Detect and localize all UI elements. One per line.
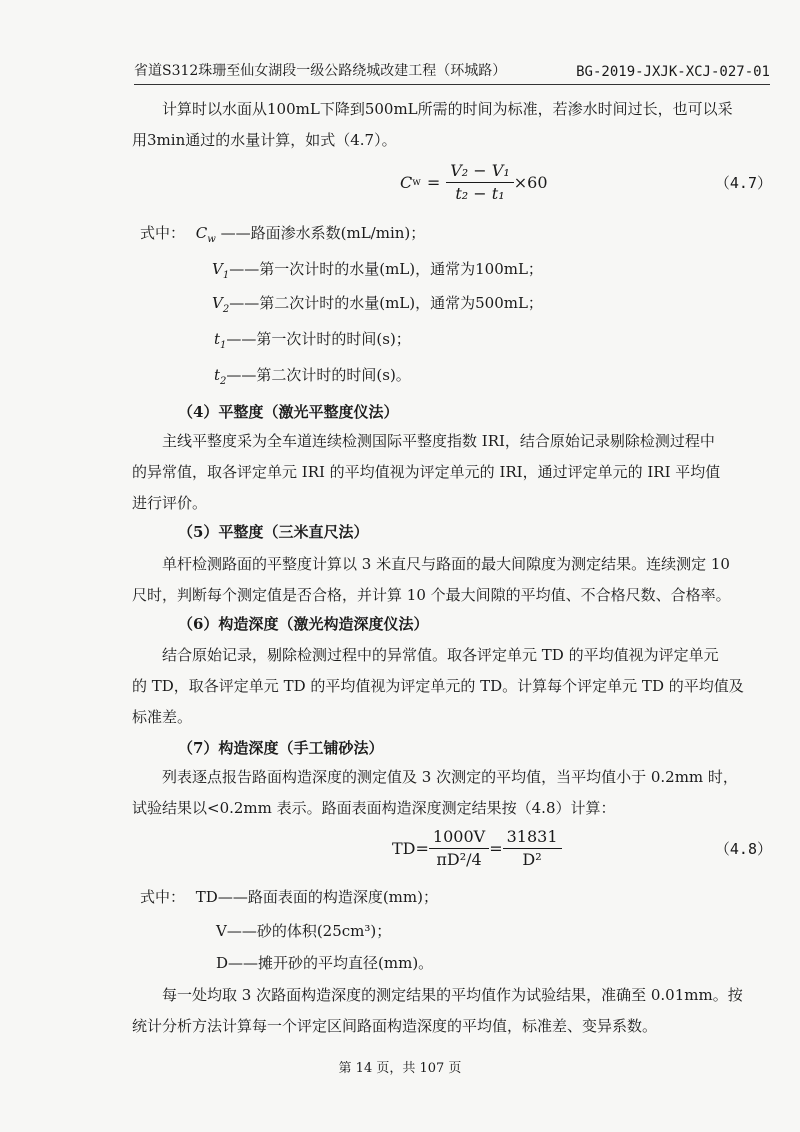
heading-5-flatness-straightedge: （5）平整度（三米直尺法）: [178, 523, 369, 541]
page-header: [134, 52, 770, 85]
paragraph-texture-result: 每一处均取 3 次路面构造深度的测定结果的平均值作为试验结果，准确至 0.01mm。按 统计分析方法计算每一个评定区间路面构造深度的平均值，标准差、变异系数。: [132, 986, 743, 1035]
header-report-code: BG-2019-JXJK-XCJ-027-01: [576, 64, 770, 80]
definition-d: D——摊开砂的平均直径(mm)。: [216, 954, 434, 972]
equation-4-7: [132, 156, 772, 216]
definition-td: 式中： TD——路面表面的构造深度(mm)；: [140, 888, 438, 906]
page-number: 第 14 页，共 107 页: [338, 1061, 462, 1076]
heading-4-flatness-laser: （4）平整度（激光平整度仪法）: [178, 403, 399, 421]
heading-6-texture-laser: （6）构造深度（激光构造深度仪法）: [178, 615, 429, 633]
definition-v: V——砂的体积(25cm³)；: [216, 922, 392, 940]
paragraph-texture-sand: 列表逐点报告路面构造深度的测定值及 3 次测定的平均值，当平均值小于 0.2mm 时， 试验结果以<0.2mm 表示。路面表面构造深度测定结果按（4.8）计算：: [132, 768, 738, 817]
definition-v2: $V_2——$第二次计时的水量(mL)，通常为500mL；: [212, 294, 543, 315]
equation-4-8-formula: TD= $\frac{1000V}{\text{πD²/4}}$ = $\frac{31831}{\text{D²}}$: [392, 826, 562, 871]
paragraph-flatness-laser: 主线平整度采为全车道连续检测国际平整度指数 IRI，结合原始记录剔除检测过程中 的异常值，取各评定单元 IRI 的平均值视为评定单元的 IRI，通过评定单元的 IRI 平均值 进行评价。: [132, 432, 721, 512]
equation-4-7-formula: C w = $\frac{\text{V₂ − V₁}}{\text{t₂ − t₁}}$ ×60: [400, 161, 548, 203]
heading-7-texture-sand: （7）构造深度（手工铺砂法）: [178, 739, 384, 757]
definition-t2: $t_2——$第二次计时的时间(s)。: [214, 366, 411, 387]
definition-v1: $V_1——$第一次计时的水量(mL)，通常为100mL；: [212, 260, 543, 281]
header-project-title: 省道S312珠珊至仙女湖段一级公路绕城改建工程（环城路）: [134, 63, 507, 79]
equation-number: （4.8）: [714, 840, 772, 858]
equation-4-8: [132, 822, 772, 882]
paragraph-flatness-straightedge: 单杆检测路面的平整度计算以 3 米直尺与路面的最大间隙度为测定结果。连续测定 10 尺时，判断每个测定值是否合格，并计算 10 个最大间隙的平均值、不合格尺数、合格率。: [132, 555, 731, 604]
definition-t1: $t_1——$第一次计时的时间(s)；: [214, 330, 411, 351]
definition-cw: 式中： $C_w$ ——路面渗水系数(mL/min)；: [140, 224, 426, 245]
paragraph-texture-laser: 结合原始记录，剔除检测过程中的异常值。取各评定单元 TD 的平均值视为评定单元 的 TD，取各评定单元 TD 的平均值视为评定单元的 TD。计算每个评定单元 TD 的平均值及 标准差。: [132, 646, 744, 726]
equation-number: （4.7）: [714, 174, 772, 192]
paragraph-seepage-calc: 计算时以水面从100mL下降到500mL所需的时间为标准，若渗水时间过长，也可以采 用3min通过的水量计算，如式（4.7）。: [132, 100, 733, 149]
